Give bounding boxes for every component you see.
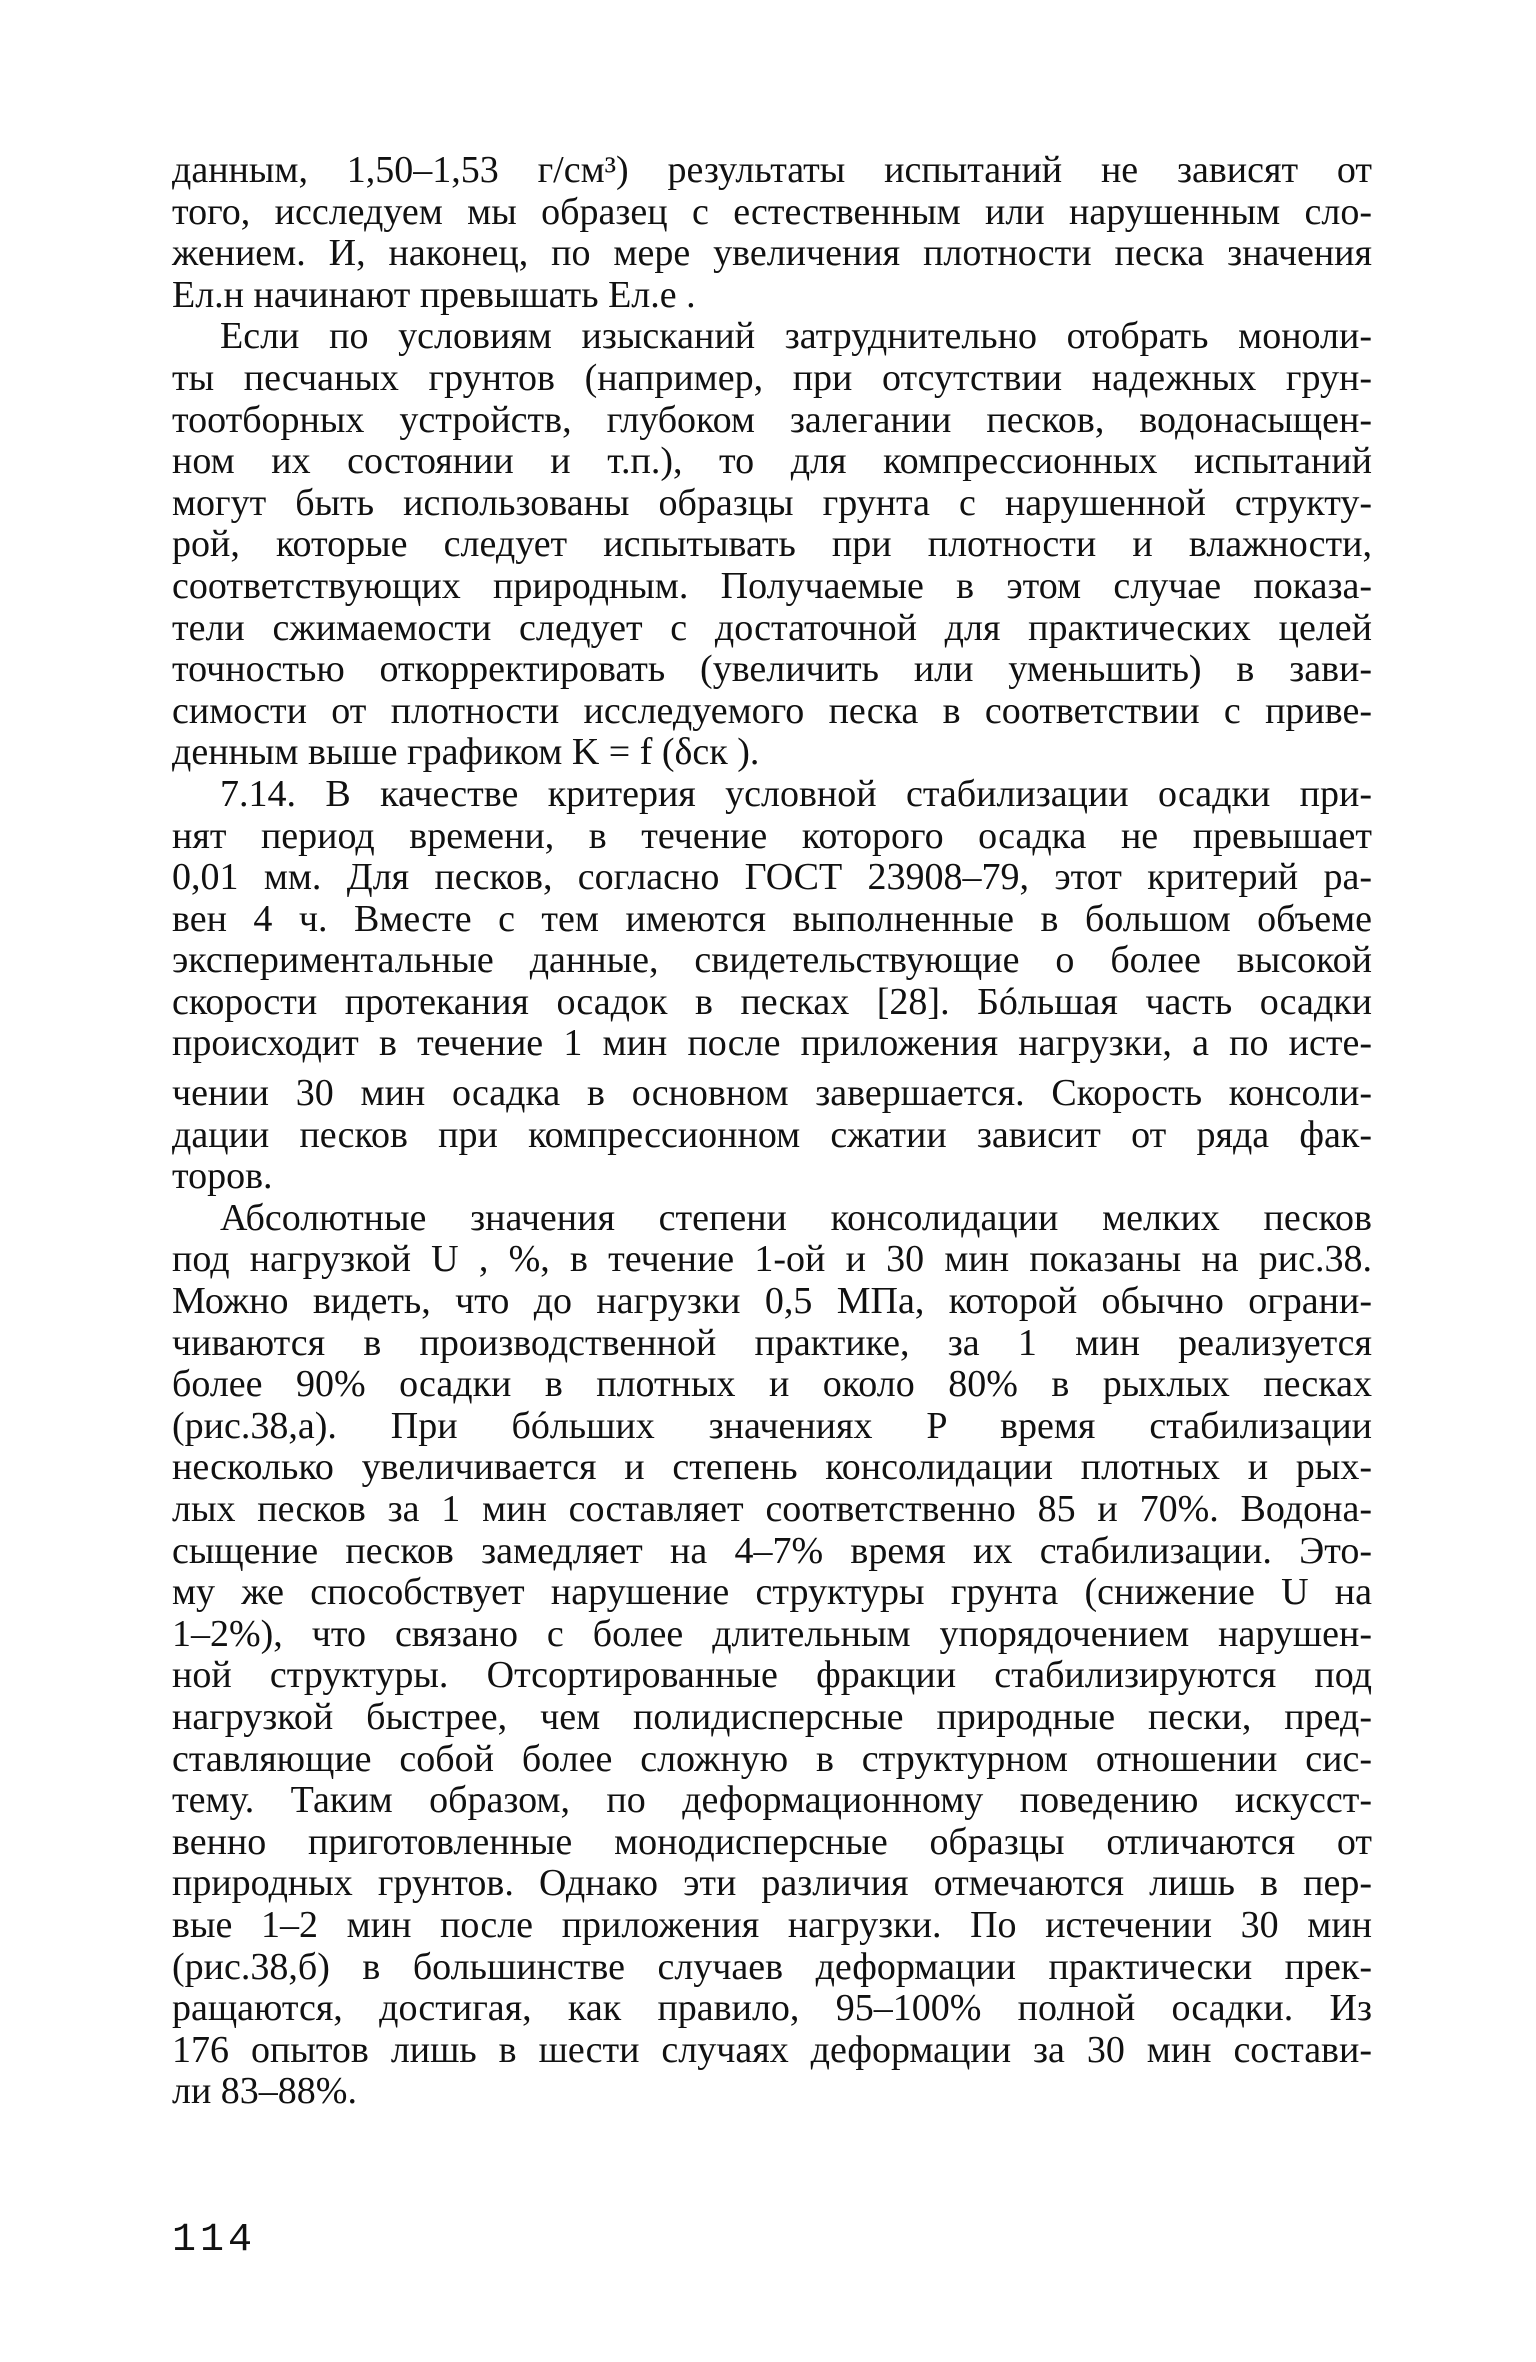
text-line: ли 83–88%. bbox=[172, 2070, 357, 2113]
text-line: жением. И, наконец, по мере увеличения плотности песка значения bbox=[172, 232, 1372, 275]
section-7-14-first-line: 7.14. В качестве критерия условной стабилизации осадки при- bbox=[220, 772, 1372, 815]
text-line: экспериментальные данные, свидетельствующие о более высокой bbox=[172, 939, 1372, 982]
text-line: (рис.38,а). При бóльших значениях P время стабилизации bbox=[172, 1404, 1372, 1447]
text-line: торов. bbox=[172, 1155, 273, 1198]
text-line: симости от плотности исследуемого песка в соответствии с приве- bbox=[172, 689, 1372, 732]
text-line: 1–2%), что связано с более длительным упорядочением нарушен- bbox=[172, 1612, 1372, 1655]
paragraph-continuation bbox=[172, 150, 1372, 316]
text-line: Если по условиям изысканий затруднительно отобрать моноли- bbox=[220, 315, 1372, 358]
text-line: Можно видеть, что до нагрузки 0,5 МПа, которой обычно ограни- bbox=[172, 1280, 1372, 1323]
text-line: природных грунтов. Однако эти различия отмечаются лишь в пер- bbox=[172, 1862, 1372, 1905]
text-line: данным, 1,50–1,53 г/см³) результаты испытаний не зависят от bbox=[172, 149, 1372, 191]
text-line: Eл.н начинают превышать Eл.е . bbox=[172, 273, 696, 316]
text-line: ты песчаных грунтов (например, при отсутствии надежных грун- bbox=[172, 356, 1372, 399]
text-line: чиваются в производственной практике, за 1 мин реализуется bbox=[172, 1321, 1372, 1364]
text-line: нагрузкой быстрее, чем полидисперсные природные пески, пред- bbox=[172, 1695, 1372, 1738]
paragraph-section-7-14 bbox=[172, 774, 1372, 1198]
text-line: денным выше графиком K = f (δск ). bbox=[172, 731, 760, 774]
paragraph-disturbed-samples bbox=[172, 316, 1372, 774]
text-line: точностью откорректировать (увеличить или уменьшить) в зави- bbox=[172, 648, 1372, 691]
text-line: 0,01 мм. Для песков, согласно ГОСТ 23908–79, этот критерий ра- bbox=[172, 856, 1372, 899]
text-line: под нагрузкой U , %, в течение 1-ой и 30 мин показаны на рис.38. bbox=[172, 1238, 1372, 1281]
text-line: венно приготовленные монодисперсные образцы отличаются от bbox=[172, 1820, 1372, 1863]
text-line: му же способствует нарушение структуры грунта (снижение U на bbox=[172, 1571, 1372, 1614]
text-line: ной структуры. Отсортированные фракции стабилизируются под bbox=[172, 1654, 1372, 1697]
text-line: сыщение песков замедляет на 4–7% время их стабилизации. Это- bbox=[172, 1529, 1372, 1572]
text-line: тему. Таким образом, по деформационному поведению искусст- bbox=[172, 1779, 1372, 1822]
text-line: того, исследуем мы образец с естественным или нарушенным сло- bbox=[172, 190, 1372, 233]
page-number: 114 bbox=[172, 2218, 257, 2263]
text-line: вен 4 ч. Вместе с тем имеются выполненные в большом объеме bbox=[172, 897, 1372, 940]
text-line: более 90% осадки в плотных и около 80% в рыхлых песках bbox=[172, 1363, 1372, 1406]
text-line: тоотборных устройств, глубоком залегании песков, водонасыщен- bbox=[172, 398, 1372, 441]
text-line: происходит в течение 1 мин после приложения нагрузки, а по исте- bbox=[172, 1022, 1372, 1065]
text-line: могут быть использованы образцы грунта с нарушенной структу- bbox=[172, 481, 1372, 524]
text-line: (рис.38,б) в большинстве случаев деформации практически прек- bbox=[172, 1945, 1372, 1988]
paragraph-consolidation-values bbox=[172, 1198, 1372, 2113]
text-line: ном их состоянии и т.п.), то для компрессионных испытаний bbox=[172, 440, 1372, 483]
text-line: 176 опытов лишь в шести случаях деформации за 30 мин состави- bbox=[172, 2028, 1372, 2071]
text-line: ставляющие собой более сложную в структурном отношении сис- bbox=[172, 1737, 1372, 1780]
text-line: скорости протекания осадок в песках [28]. Бóльшая часть осадки bbox=[172, 980, 1372, 1023]
text-line: несколько увеличивается и степень консолидации плотных и рых- bbox=[172, 1446, 1372, 1489]
body-text bbox=[172, 150, 1372, 2113]
text-line: соответствующих природным. Получаемые в этом случае показа- bbox=[172, 564, 1372, 607]
text-line: чении 30 мин осадка в основном завершается. Скорость консоли- bbox=[172, 1072, 1372, 1115]
text-line: тели сжимаемости следует с достаточной для практических целей bbox=[172, 606, 1372, 649]
text-line: лых песков за 1 мин составляет соответственно 85 и 70%. Водона- bbox=[172, 1488, 1372, 1530]
text-line: Абсолютные значения степени консолидации мелких песков bbox=[220, 1196, 1372, 1239]
text-line: дации песков при компрессионном сжатии зависит от ряда фак- bbox=[172, 1113, 1372, 1156]
text-line: нят период времени, в течение которого осадка не превышает bbox=[172, 814, 1372, 857]
text-line: рой, которые следует испытывать при плотности и влажности, bbox=[172, 523, 1372, 566]
text-line: ращаются, достигая, как правило, 95–100% полной осадки. Из bbox=[172, 1987, 1372, 2030]
text-line: вые 1–2 мин после приложения нагрузки. По истечении 30 мин bbox=[172, 1903, 1372, 1946]
